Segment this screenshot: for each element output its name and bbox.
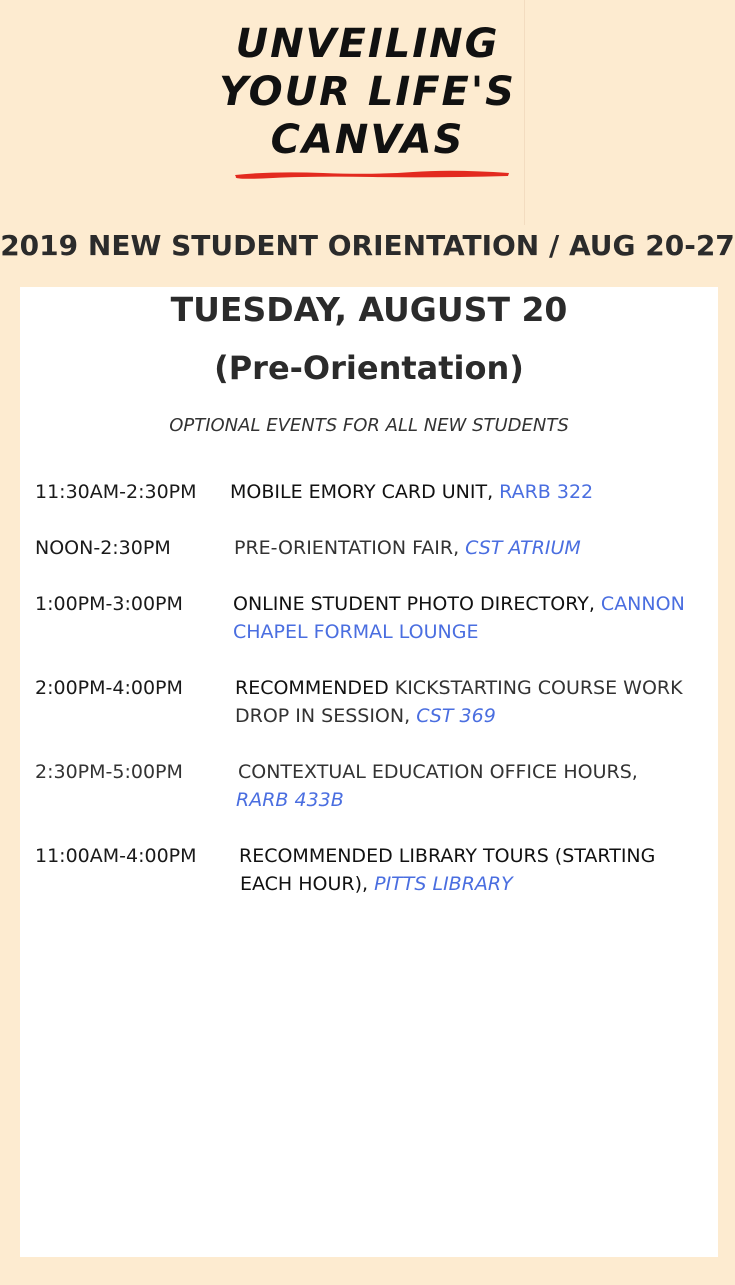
event-title: PRE-ORIENTATION FAIR, <box>234 537 466 559</box>
event-title: LIBRARY TOURS (STARTING <box>392 845 656 867</box>
event-description <box>230 478 700 506</box>
event-location-link[interactable]: CST 369 <box>416 705 496 727</box>
event-location-link-continued[interactable]: CHAPEL FORMAL LOUNGE <box>233 621 479 643</box>
schedule-panel <box>20 287 718 1257</box>
main-title-line-1: UNVEILING <box>235 21 500 67</box>
event-location-link[interactable]: CANNON <box>600 593 685 615</box>
orientation-subtitle: 2019 NEW STUDENT ORIENTATION / AUG 20-27 <box>0 229 735 262</box>
day-subheading: (Pre-Orientation) <box>214 349 524 387</box>
event-description <box>235 674 705 730</box>
event-location-link[interactable]: CST ATRIUM <box>465 537 581 559</box>
main-title-line-3: CANVAS <box>270 117 465 163</box>
title-block <box>0 20 735 164</box>
event-description <box>238 758 705 786</box>
event-location-link[interactable]: PITTS LIBRARY <box>374 873 513 895</box>
event-time: 11:30AM-2:30PM <box>35 481 197 503</box>
main-title-line-2: YOUR LIFE'S <box>219 69 516 115</box>
event-recommended-tag: RECOMMENDED <box>239 845 393 867</box>
day-heading: TUESDAY, AUGUST 20 <box>170 290 568 329</box>
event-time: 2:30PM-5:00PM <box>35 761 183 783</box>
event-location-line <box>236 786 703 814</box>
red-brush-stroke <box>233 168 511 180</box>
event-title-continued: DROP IN SESSION, <box>235 705 417 727</box>
optional-events-note: OPTIONAL EVENTS FOR ALL NEW STUDENTS <box>169 415 569 436</box>
event-location-link[interactable]: RARB 322 <box>499 481 594 503</box>
event-time: 1:00PM-3:00PM <box>35 593 183 615</box>
event-time: 11:00AM-4:00PM <box>35 845 197 867</box>
event-title-continued: EACH HOUR), <box>240 873 375 895</box>
event-time: 2:00PM-4:00PM <box>35 677 183 699</box>
event-recommended-tag: RECOMMENDED <box>235 677 389 699</box>
event-description <box>239 842 705 898</box>
event-title: ONLINE STUDENT PHOTO DIRECTORY, <box>233 593 601 615</box>
event-time: NOON-2:30PM <box>35 537 171 559</box>
main-title <box>0 20 735 164</box>
event-description <box>234 534 700 562</box>
event-title: MOBILE EMORY CARD UNIT, <box>230 481 500 503</box>
event-location-link[interactable]: RARB 433B <box>236 789 344 811</box>
event-title: KICKSTARTING COURSE WORK <box>388 677 683 699</box>
event-description <box>233 590 705 646</box>
event-title: CONTEXTUAL EDUCATION OFFICE HOURS, <box>238 761 638 783</box>
